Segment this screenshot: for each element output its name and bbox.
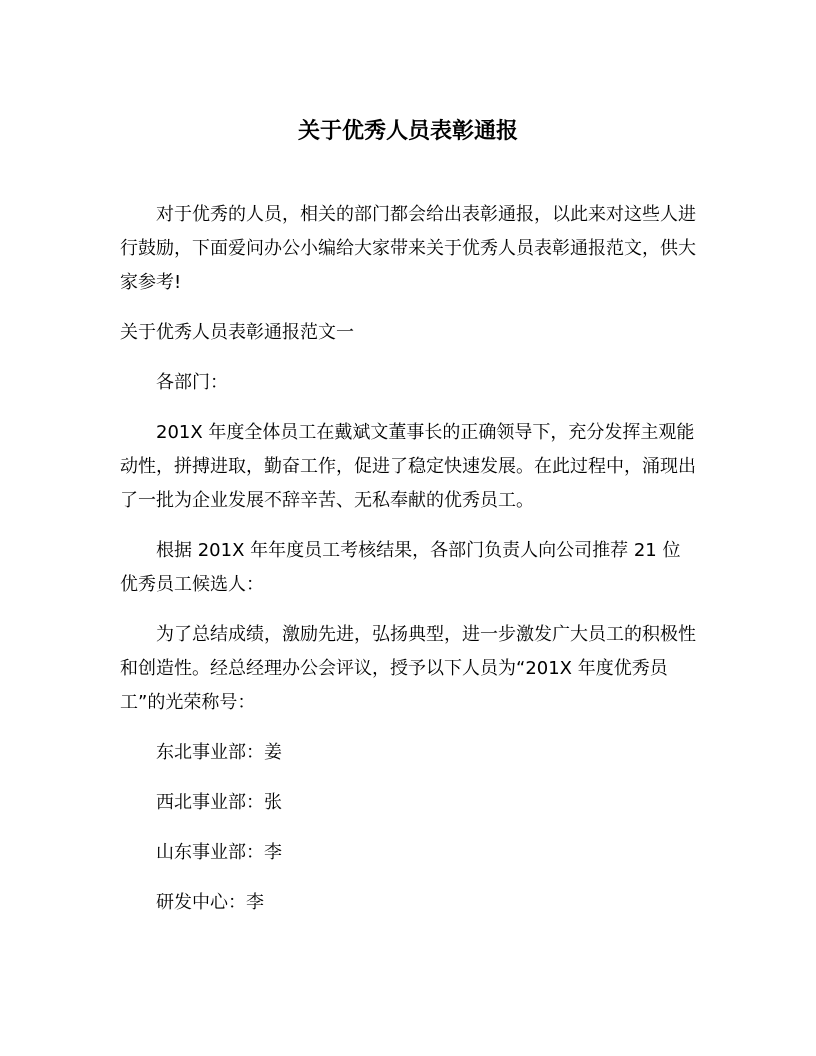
body-paragraph: 根据 201X 年年度员工考核结果，各部门负责人向公司推荐 21 位优秀员工候选人： xyxy=(120,540,681,595)
document-body xyxy=(120,198,696,936)
awardee-line: 山东事业部：李 xyxy=(156,842,282,863)
body-paragraph: 为了总结成绩，激励先进，弘扬典型，进一步激发广大员工的积极性和创造性。经总经理办公会评议，授予以下人员为“201X 年度优秀员工”的光荣称号： xyxy=(120,624,696,713)
body-paragraph: 201X 年度全体员工在戴斌文董事长的正确领导下，充分发挥主观能动性，拼搏进取，勤奋工作，促进了稳定快速发展。在此过程中，涌现出了一批为企业发展不辞辛苦、无私奉献的优秀员工。 xyxy=(120,422,696,511)
intro-paragraph: 对于优秀的人员，相关的部门都会给出表彰通报，以此来对这些人进行鼓励，下面爱问办公小编给大家带来关于优秀人员表彰通报范文，供大家参考! xyxy=(120,204,696,293)
salutation: 各部门： xyxy=(156,372,228,393)
awardee-line: 研发中心：李 xyxy=(156,892,264,913)
awardee-line: 西北事业部：张 xyxy=(156,792,282,813)
awardee-line: 东北事业部：姜 xyxy=(156,742,282,763)
document-title: 关于优秀人员表彰通报 xyxy=(297,119,518,144)
section-heading: 关于优秀人员表彰通报范文一 xyxy=(120,322,354,343)
